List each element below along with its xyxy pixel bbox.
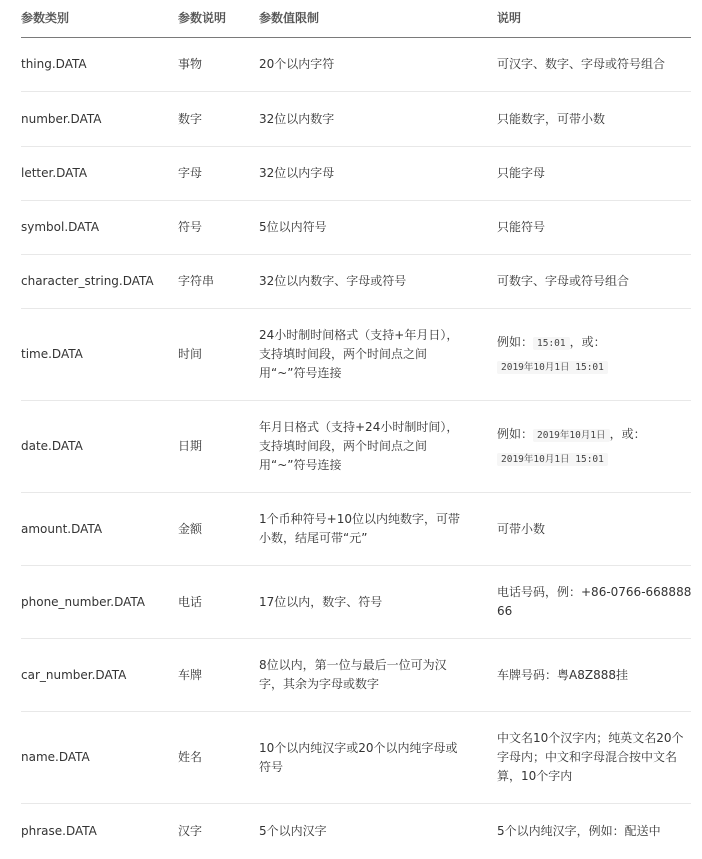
- cell-param-type: number.DATA: [21, 111, 102, 126]
- table-row: [21, 38, 691, 92]
- table-row: [21, 92, 691, 147]
- cell-param-type: date.DATA: [21, 439, 83, 453]
- cell-param-note: [497, 309, 693, 400]
- header-param-value-limit: 参数值限制: [259, 11, 320, 25]
- cell-param-limit: 32位以内数字、字母或符号: [259, 274, 407, 288]
- cell-param-note: 可汉字、数字、字母或符号组合: [497, 57, 666, 71]
- cell-param-note: 电话号码，例：+86-0766-66888866: [497, 585, 692, 618]
- cell-param-limit: 1个币种符号+10位以内纯数字，可带小数，结尾可带“元”: [259, 512, 460, 545]
- cell-param-note: 可带小数: [497, 521, 546, 536]
- cell-param-type: time.DATA: [21, 347, 83, 361]
- cell-param-type: phone_number.DATA: [21, 594, 146, 609]
- cell-param-type: amount.DATA: [21, 521, 103, 536]
- header-param-description: 参数说明: [178, 11, 227, 25]
- cell-param-desc: 电话: [178, 594, 203, 609]
- table-row: [21, 255, 691, 309]
- table-row: [21, 712, 691, 804]
- cell-param-note: 只能数字，可带小数: [497, 111, 606, 126]
- cell-param-limit: 20个以内字符: [259, 57, 335, 71]
- cell-param-note: 只能字母: [497, 166, 546, 180]
- cell-param-type: character_string.DATA: [21, 274, 154, 288]
- note-prefix: 例如：: [497, 334, 534, 349]
- cell-param-note: 中文名10个汉字内；纯英文名20个字母内；中文和字母混合按中文名算，10个字内: [497, 731, 684, 783]
- cell-param-limit: 5位以内符号: [259, 220, 327, 234]
- cell-param-desc: 日期: [178, 439, 203, 453]
- table-header-row: [21, 0, 691, 38]
- cell-param-type: car_number.DATA: [21, 667, 127, 682]
- datetime-example-code: 2019年10月1日 15:01: [497, 361, 608, 374]
- table-row: [21, 804, 691, 859]
- cell-param-limit: 5个以内汉字: [259, 824, 327, 838]
- note-mid: ，或：: [609, 426, 646, 441]
- cell-param-desc: 时间: [178, 347, 203, 361]
- cell-param-type: phrase.DATA: [21, 824, 97, 838]
- note-prefix: 例如：: [497, 426, 534, 441]
- cell-param-note: 只能符号: [497, 220, 546, 234]
- cell-param-desc: 金额: [178, 521, 203, 536]
- header-param-category: 参数类别: [21, 11, 70, 25]
- header-notes: 说明: [497, 11, 522, 25]
- date-example-code: 2019年10月1日: [533, 429, 610, 442]
- cell-param-note: 可数字、字母或符号组合: [497, 274, 630, 288]
- cell-param-desc: 车牌: [178, 667, 203, 682]
- cell-param-limit: 17位以内，数字、符号: [259, 594, 383, 609]
- cell-param-type: name.DATA: [21, 750, 90, 764]
- cell-param-type: symbol.DATA: [21, 220, 100, 234]
- note-mid: ，或：: [569, 334, 606, 349]
- cell-param-desc: 数字: [178, 111, 203, 126]
- table-row: [21, 401, 691, 493]
- cell-param-type: letter.DATA: [21, 166, 88, 180]
- table-row: [21, 201, 691, 255]
- cell-param-limit: 32位以内字母: [259, 166, 335, 180]
- table-row: [21, 147, 691, 201]
- cell-param-type: thing.DATA: [21, 57, 87, 71]
- cell-param-desc: 事物: [178, 57, 203, 71]
- cell-param-note: 5个以内纯汉字，例如：配送中: [497, 824, 661, 838]
- cell-param-desc: 字符串: [178, 274, 215, 288]
- cell-param-note: 车牌号码：粤A8Z888挂: [497, 667, 628, 682]
- table-row: [21, 566, 691, 639]
- parameter-table: [21, 0, 691, 859]
- cell-param-limit: 10个以内纯汉字或20个以内纯字母或符号: [259, 740, 458, 774]
- cell-param-limit: 32位以内数字: [259, 111, 335, 126]
- cell-param-desc: 汉字: [178, 824, 203, 838]
- datetime-example-code: 2019年10月1日 15:01: [497, 453, 608, 466]
- cell-param-desc: 符号: [178, 220, 203, 234]
- time-example-code: 15:01: [533, 337, 570, 350]
- cell-param-limit: 8位以内，第一位与最后一位可为汉字，其余为字母或数字: [259, 658, 447, 691]
- table-row: [21, 493, 691, 566]
- cell-param-limit: 年月日格式（支持+24小时制时间），支持填时间段，两个时间点之间用“~”符号连接: [259, 420, 459, 472]
- cell-param-desc: 字母: [178, 166, 203, 180]
- cell-param-desc: 姓名: [178, 750, 203, 764]
- table-row: [21, 639, 691, 712]
- cell-param-limit: 24小时制时间格式（支持+年月日），支持填时间段，两个时间点之间用“~”符号连接: [259, 328, 459, 380]
- cell-param-note: [497, 401, 693, 492]
- table-row: [21, 309, 691, 401]
